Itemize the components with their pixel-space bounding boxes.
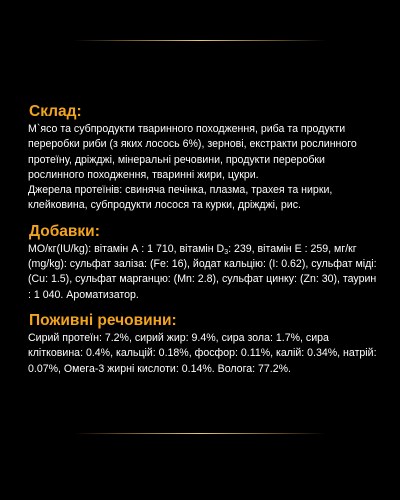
product-info-panel [28, 102, 380, 377]
additives-text [28, 242, 380, 303]
vitamin-d-subscript: 3 [224, 248, 229, 256]
composition-text: М`ясо та субпродукти тваринного походження, риба та продукти переробки риби (з яких лосось 6%), зернові, екстракти рослинного протеїну, дріжджі, мінеральні речовини, продукти переробки рослинного походження, тваринні жири, цукри. [28, 123, 357, 181]
composition-section [28, 102, 380, 214]
nutrients-section [28, 311, 380, 377]
protein-sources-text: Джерела протеїнів: свиняча печінка, плазма, трахея та нирки, клейковина, субпродукти лосося та курки, дріжджі, рис. [28, 184, 333, 212]
additives-text-part2: : 239, вітамін Е : 259, мг/кг (mg/kg): сульфат заліза: (Fe: 16), йодат кальцію: (I: 0.62), сульфат міді: (Cu: 1.5), сульфат марганцю: (Mn: 2.8), сульфат цинку: (Zn: 30), таурин : 1 040. Ароматизатор. [28, 242, 377, 301]
bottom-gold-divider [74, 433, 326, 434]
additives-section [28, 222, 380, 303]
additives-text-part1: МО/кг(IU/kg): вітамін А : 1 710, вітамін D [28, 242, 225, 255]
additives-heading: Добавки: [29, 222, 100, 240]
top-gold-divider [74, 40, 326, 41]
composition-heading: Склад: [29, 103, 82, 120]
nutrients-heading: Поживні речовини: [29, 311, 177, 329]
nutrients-text: Сирий протеїн: 7.2%, сирий жир: 9.4%, сира зола: 1.7%, сира клітковина: 0.4%, кальцій: 0.18%, фосфор: 0.11%, калій: 0.34%, натрій: 0.07%, Омега-3 жирні кислоти: 0.14%. Волога: 77.2%. [28, 331, 377, 375]
